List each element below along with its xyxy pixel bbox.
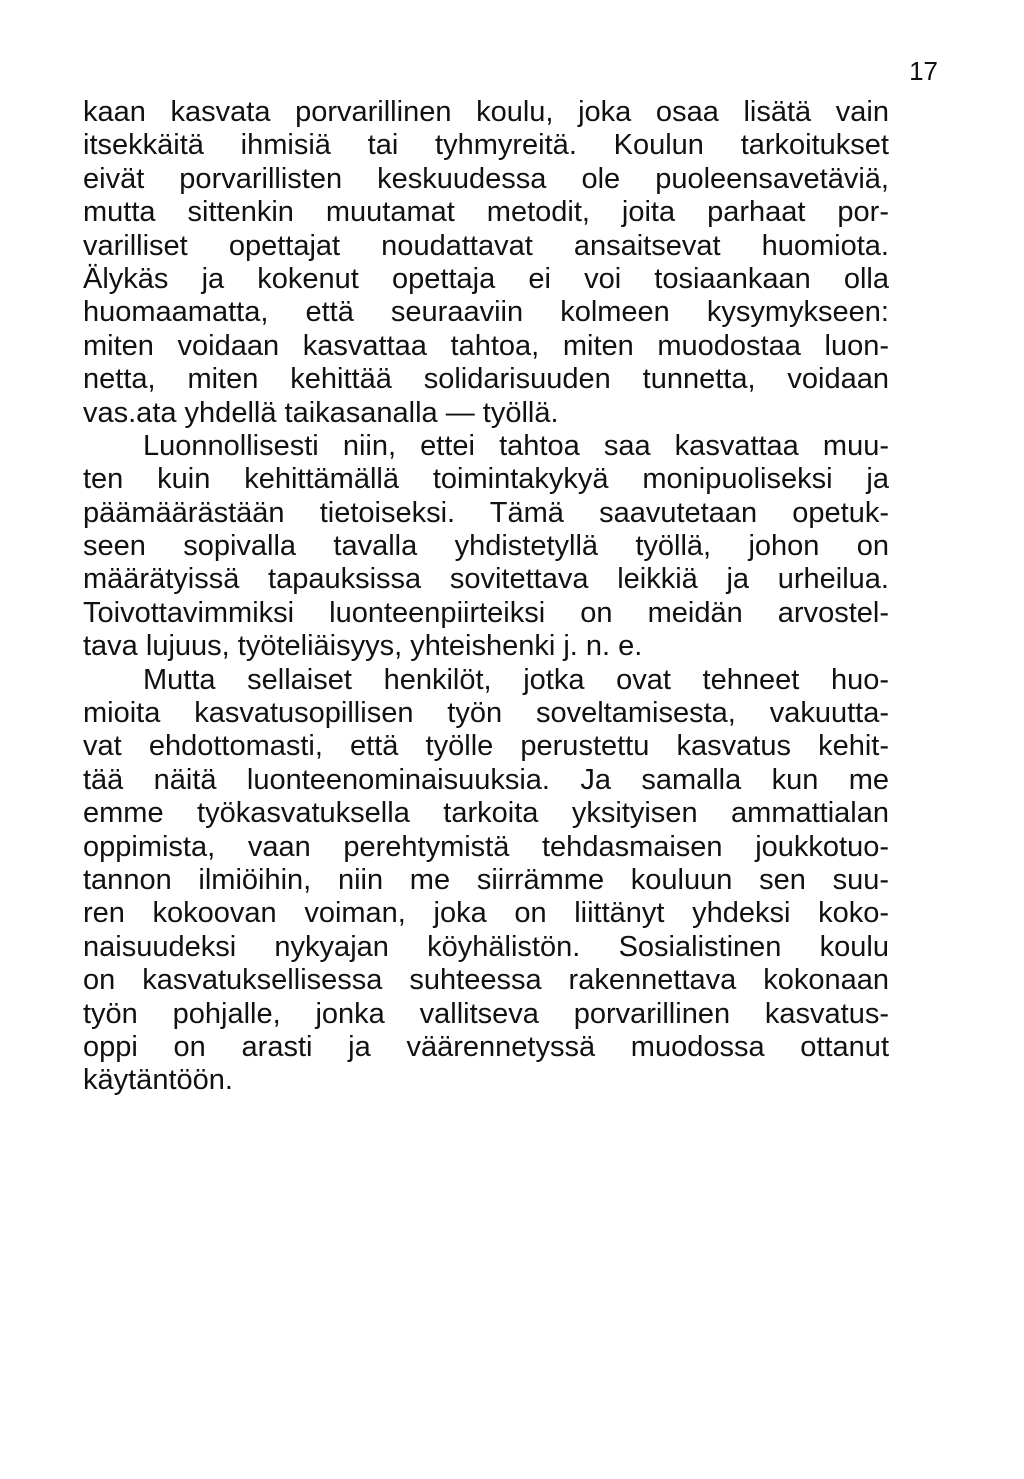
text-line: vat ehdottomasti, että työlle perustettu kasvatus kehit- bbox=[83, 730, 889, 763]
text-line: eivät porvarillisten keskuudessa ole puoleensavetäviä, bbox=[83, 162, 889, 195]
text-line: vas.ata yhdellä taikasanalla — työllä. bbox=[83, 396, 559, 429]
text-line: tää näitä luonteenominaisuuksia. Ja samalla kun me bbox=[83, 763, 889, 796]
text-line: oppimista, vaan perehtymistä tehdasmaisen joukkotuo- bbox=[83, 830, 889, 863]
paragraph-3 bbox=[83, 664, 889, 1098]
text-line: oppi on arasti ja väärennetyssä muodossa ottanut bbox=[83, 1030, 889, 1063]
text-line: Älykäs ja kokenut opettaja ei voi tosiaankaan olla bbox=[83, 262, 889, 295]
text-line: netta, miten kehittää solidarisuuden tunnetta, voidaan bbox=[83, 363, 889, 396]
text-line: ren kokoovan voiman, joka on liittänyt yhdeksi koko- bbox=[83, 897, 889, 930]
text-line: kaan kasvata porvarillinen koulu, joka osaa lisätä vain bbox=[83, 96, 889, 128]
text-line: huomaamatta, että seuraaviin kolmeen kysymykseen: bbox=[83, 296, 889, 329]
text-line: päämäärästään tietoiseksi. Tämä saavutetaan opetuk- bbox=[83, 496, 889, 529]
text-line: seen sopivalla tavalla yhdistetyllä työllä, johon on bbox=[83, 530, 889, 563]
text-line: mutta sittenkin muutamat metodit, joita parhaat por- bbox=[83, 196, 889, 229]
text-line: varilliset opettajat noudattavat ansaitsevat huomiota. bbox=[83, 229, 889, 262]
paragraph-1 bbox=[83, 96, 889, 430]
text-line: Toivottavimmiksi luonteenpiirteiksi on meidän arvostel- bbox=[83, 596, 889, 629]
text-line: käytäntöön. bbox=[83, 1064, 233, 1097]
text-line: emme työkasvatuksella tarkoita yksityisen ammattialan bbox=[83, 797, 889, 830]
text-line: työn pohjalle, jonka vallitseva porvarillinen kasvatus- bbox=[83, 997, 889, 1030]
text-line: mioita kasvatusopillisen työn soveltamisesta, vakuutta- bbox=[83, 697, 889, 730]
text-line: tannon ilmiöihin, niin me siirrämme kouluun sen suu- bbox=[83, 863, 889, 896]
paragraph-2 bbox=[83, 430, 889, 664]
text-line: Mutta sellaiset henkilöt, jotka ovat tehneet huo- bbox=[143, 663, 889, 696]
text-line: on kasvatuksellisessa suhteessa rakennettava kokonaan bbox=[83, 964, 889, 997]
text-line: Luonnollisesti niin, ettei tahtoa saa kasvattaa muu- bbox=[143, 429, 889, 462]
text-line: ten kuin kehittämällä toimintakykyä monipuoliseksi ja bbox=[83, 463, 889, 496]
text-line: itsekkäitä ihmisiä tai tyhmyreitä. Koulun tarkoitukset bbox=[83, 129, 889, 162]
body-text bbox=[83, 96, 889, 1098]
text-line: naisuudeksi nykyajan köyhälistön. Sosialistinen koulu bbox=[83, 930, 889, 963]
page-number: 17 bbox=[909, 56, 938, 86]
text-line: tava lujuus, työteliäisyys, yhteishenki j. n. e. bbox=[83, 630, 643, 663]
text-line: määrätyissä tapauksissa sovitettava leikkiä ja urheilua. bbox=[83, 563, 889, 596]
text-line: miten voidaan kasvattaa tahtoa, miten muodostaa luon- bbox=[83, 329, 889, 362]
